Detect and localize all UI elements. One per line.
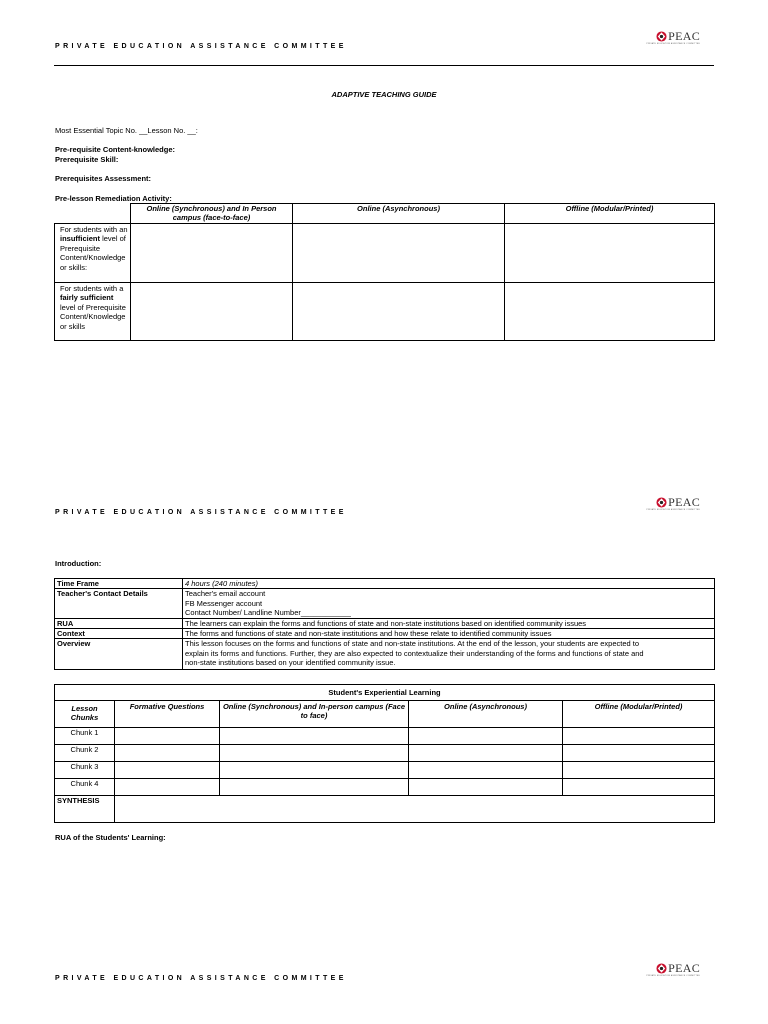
chunk-1-offline[interactable] xyxy=(563,728,715,745)
logo-text: PEAC xyxy=(668,29,700,43)
rua-students-label: RUA of the Students' Learning: xyxy=(55,833,166,842)
row-label-insufficient: For students with an insufficient level of Prerequisite Content/Knowledge or skills: xyxy=(55,224,131,283)
page-title: ADAPTIVE TEACHING GUIDE xyxy=(331,90,437,99)
sel-col-sync: Online (Synchronous) and In-person campus (Face to face) xyxy=(220,701,409,728)
chunk-3-label: Chunk 3 xyxy=(55,762,115,779)
logo-subtext: PRIVATE EDUCATION ASSISTANCE COMMITTEE xyxy=(646,509,700,511)
intro-label-overview: Overview xyxy=(55,639,183,669)
col-header-async: Online (Asynchronous) xyxy=(293,204,505,224)
remediation-label: Pre-lesson Remediation Activity: xyxy=(55,194,172,203)
prereq-content-label: Pre-requisite Content-knowledge: xyxy=(55,145,176,154)
chunk-4-offline[interactable] xyxy=(563,779,715,796)
peac-emblem-icon xyxy=(656,497,667,508)
chunk-4-async[interactable] xyxy=(409,779,563,796)
chunk-1-formative[interactable] xyxy=(115,728,220,745)
topic-line: Most Essential Topic No. __Lesson No. __: xyxy=(55,126,198,135)
header-org-name: PRIVATE EDUCATION ASSISTANCE COMMITTEE xyxy=(55,43,347,50)
sel-col-offline: Offline (Modular/Printed) xyxy=(563,701,715,728)
cell-sync-insufficient[interactable] xyxy=(131,224,293,283)
cell-async-insufficient[interactable] xyxy=(293,224,505,283)
chunk-2-sync[interactable] xyxy=(220,745,409,762)
peac-emblem-icon xyxy=(656,963,667,974)
sel-title: Student's Experiential Learning xyxy=(55,685,715,701)
cell-async-fairly[interactable] xyxy=(293,283,505,341)
logo-text: PEAC xyxy=(668,495,700,509)
cell-offline-insufficient[interactable] xyxy=(505,224,715,283)
logo-subtext: PRIVATE EDUCATION ASSISTANCE COMMITTEE xyxy=(646,43,700,45)
sel-col-async: Online (Asynchronous) xyxy=(409,701,563,728)
col-header-offline: Offline (Modular/Printed) xyxy=(505,204,715,224)
synthesis-cell[interactable] xyxy=(115,796,715,823)
chunk-1-async[interactable] xyxy=(409,728,563,745)
intro-value-overview: This lesson focuses on the forms and functions of state and non-state institutions. At the end of the lesson, your students are expected to explain its forms and functions. Further, they are also expected to contextualize their understanding of the forms and functions of state and non-state institutions based on your identified community issue. xyxy=(183,639,715,669)
synthesis-label: SYNTHESIS xyxy=(55,796,115,823)
prereq-assessment-label: Prerequisites Assessment: xyxy=(55,174,152,183)
intro-value-rua: The learners can explain the forms and functions of state and non-state institutions based on identified community issues xyxy=(183,618,715,628)
experiential-learning-table xyxy=(54,684,715,823)
chunk-3-sync[interactable] xyxy=(220,762,409,779)
sel-col-lesson-chunks: Lesson Chunks xyxy=(55,701,115,728)
row-label-fairly-sufficient: For students with a fairly sufficient level of Prerequisite Content/Knowledge or skills xyxy=(55,283,131,341)
cell-sync-fairly[interactable] xyxy=(131,283,293,341)
chunk-4-label: Chunk 4 xyxy=(55,779,115,796)
peac-logo-3 xyxy=(646,962,700,977)
peac-logo-2 xyxy=(646,496,700,511)
chunk-3-offline[interactable] xyxy=(563,762,715,779)
logo-text: PEAC xyxy=(668,961,700,975)
intro-value-contact: Teacher's email account FB Messenger account Contact Number/ Landline Number____________ xyxy=(183,589,715,618)
chunk-2-async[interactable] xyxy=(409,745,563,762)
intro-label-time-frame: Time Frame xyxy=(55,579,183,589)
chunk-2-label: Chunk 2 xyxy=(55,745,115,762)
cell-offline-fairly[interactable] xyxy=(505,283,715,341)
introduction-table xyxy=(54,578,715,670)
chunk-1-sync[interactable] xyxy=(220,728,409,745)
intro-label-rua: RUA xyxy=(55,618,183,628)
chunk-3-async[interactable] xyxy=(409,762,563,779)
header-org-name: PRIVATE EDUCATION ASSISTANCE COMMITTEE xyxy=(55,509,347,516)
peac-emblem-icon xyxy=(656,31,667,42)
chunk-4-formative[interactable] xyxy=(115,779,220,796)
chunk-2-offline[interactable] xyxy=(563,745,715,762)
remediation-table xyxy=(54,203,715,341)
intro-label-contact: Teacher's Contact Details xyxy=(55,589,183,618)
chunk-4-sync[interactable] xyxy=(220,779,409,796)
introduction-label: Introduction: xyxy=(55,559,102,568)
sel-col-formative: Formative Questions xyxy=(115,701,220,728)
intro-value-context: The forms and functions of state and non-state institutions and how these relate to identified community issues xyxy=(183,629,715,639)
header-rule xyxy=(54,65,714,66)
logo-subtext: PRIVATE EDUCATION ASSISTANCE COMMITTEE xyxy=(646,975,700,977)
chunk-2-formative[interactable] xyxy=(115,745,220,762)
intro-label-context: Context xyxy=(55,629,183,639)
prereq-skill-label: Prerequisite Skill: xyxy=(55,155,119,164)
chunk-1-label: Chunk 1 xyxy=(55,728,115,745)
intro-value-time-frame: 4 hours (240 minutes) xyxy=(183,579,715,589)
chunk-3-formative[interactable] xyxy=(115,762,220,779)
col-header-sync: Online (Synchronous) and In Person campus (face-to-face) xyxy=(131,204,293,224)
header-org-name: PRIVATE EDUCATION ASSISTANCE COMMITTEE xyxy=(55,975,347,982)
peac-logo xyxy=(646,30,700,45)
